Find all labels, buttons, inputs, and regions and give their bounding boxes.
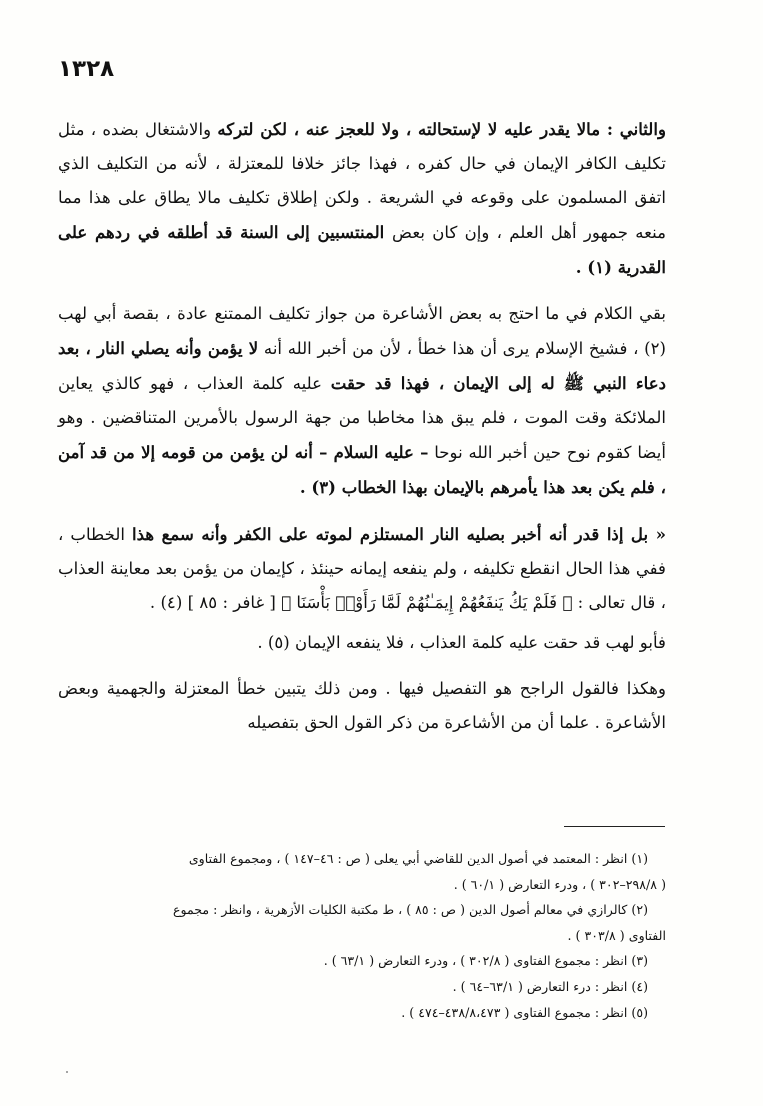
paragraph-1-trail: المنتسبين إلى السنة قد أطلقه في ردهم على القدرية (١) . (58, 222, 666, 277)
paragraph-1 (58, 112, 666, 285)
paragraph-3-bold: « بل إذا قدر أنه أخبر بصليه النار المستلزم لموته على الكفر وأنه سمع هذا (132, 524, 666, 544)
footnote-2-line-1: (٢) كالرازي في معالم أصول الدين ( ص : ٨٥ ) ، ط مكتبة الكليات الأزهرية ، وانظر : مجموع (172, 902, 648, 918)
paragraph-5 (58, 672, 666, 740)
footnote-1-line-1: (١) انظر : المعتمد في أصول الدين للقاضي أبي يعلى ( ص : ٤٦–١٤٧ ) ، ومجموع الفتاوى (188, 851, 648, 866)
paragraph-2-bold-1: لا يؤمن وأنه يصلي النار ، بعد دعاء النبي ﷺ له إلى الإيمان ، فهذا قد حقت (58, 338, 666, 393)
scan-speck (66, 1071, 68, 1073)
paragraph-3-text: الخطاب ، ففي هذا الحال انقطع تكليفه ، ولم ينفعه إيمانه حينئذ ، كإيمان من يؤمن بعد معاينة العذاب ، قال تعالى : ﴿ فَلَمْ يَكُ يَنفَعُهُمْ إِيمَـٰنُهُمْ لَمَّا رَأَوْا۟ بَأْسَنَا ﴾ [ غافر : ٨٥ ] (٤) . (58, 525, 666, 612)
paragraph-1-lead: والثاني : مالا يقدر عليه لا لإستحالته ، ولا للعجز عنه ، لكن لتركه (217, 119, 666, 139)
page-number: ١٣٢٨ (58, 56, 115, 82)
paragraph-2-bold-2: – عليه السلام – أنه لن يؤمن من قومه إلا من قد آمن ، فلم يكن بعد هذا يأمرهم بالإيمان بهذا الخطاب (٣) . (58, 442, 666, 497)
footnotes (58, 846, 666, 1025)
paragraph-2 (58, 297, 666, 505)
paragraph-2-text: بقي الكلام في ما احتج به بعض الأشاعرة من جواز تكليف الممتنع عادة ، بقصة أبي لهب (٢) ، فشيخ الإسلام يرى أن هذا خطأ ، لأن من أخبر الله أنه (58, 304, 667, 358)
footnote-1-line-2: ( ٢٩٨/٨–٣٠٢ ) ، ودرء التعارض ( ٦٠/١ ) . (453, 876, 666, 892)
footnote-5: (٥) انظر : مجموع الفتاوى ( ٤٣٨/٨،٤٧٣–٤٧٤ ) . (401, 1004, 648, 1020)
paragraph-1-text: والاشتغال بضده ، مثل تكليف الكافر الإيمان في حال كفره ، فهذا جائز خلافا للمعتزلة ، لأنه من التكليف الذي اتفق المسلمون على وقوعه في الشريعة . ولكن إطلاق تكليف مالا يطاق على هذا مما منعه جمهور أهل العلم ، وإن كان بعض (58, 120, 666, 242)
paragraph-5-text: وهكذا فالقول الراجح هو التفصيل فيها . ومن ذلك يتبين خطأ المعتزلة والجهمية وبعض الأشاعرة . علما أن من الأشاعرة من ذكر القول الحق بتفصيله (58, 679, 666, 732)
paragraph-4 (58, 626, 666, 660)
footnote-3: (٣) انظر : مجموع الفتاوى ( ٣٠٢/٨ ) ، ودرء التعارض ( ٦٣/١ ) . (323, 953, 648, 969)
paragraph-4-text: فأبو لهب قد حقت عليه كلمة العذاب ، فلا ينفعه الإيمان (٥) . (257, 633, 666, 652)
paragraph-3 (58, 517, 666, 620)
footnote-2-line-2: الفتاوى ( ٣٠٣/٨ ) . (567, 927, 666, 943)
paragraph-2-text-2: عليه كلمة العذاب ، فهو كالذي يعاين الملائكة وقت الموت ، فلم يبق هذا مخاطبا من جهة الرسول بالأمرين المتناقضين . وهو أيضا كقوم نوح حين أخبر الله نوحا (58, 374, 666, 462)
footnote-4: (٤) انظر : درء التعارض ( ٦٣/١–٦٤ ) . (452, 978, 648, 994)
main-text (58, 112, 666, 740)
footnote-separator (564, 826, 665, 827)
